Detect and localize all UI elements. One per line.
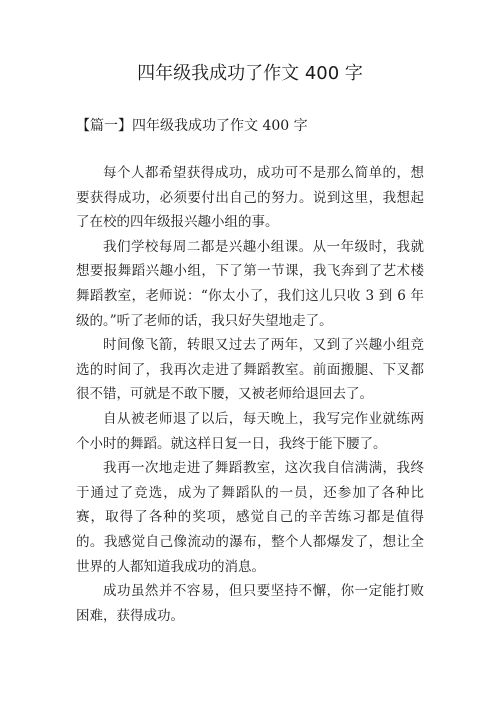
section-heading: 【篇一】四年级我成功了作文 400 字	[76, 118, 308, 134]
paragraph-3: 时间像飞箭，转眼又过去了两年，又到了兴趣小组竞选的时间了，我再次走进了舞蹈教室。前面搬腿、下叉都很不错，可就是不敢下腰，又被老师给退回去了。	[76, 337, 424, 403]
paragraph-4: 自从被老师退了以后，每天晚上，我写完作业就练两个小时的舞蹈。就这样日复一日，我终于能下腰了。	[76, 410, 424, 452]
paragraph-1: 每个人都希望获得成功，成功可不是那么简单的，想要获得成功，必须要付出自己的努力。说到这里，我想起了在校的四年级报兴趣小组的事。	[76, 165, 424, 231]
essay-body	[76, 161, 424, 628]
document-title: 四年级我成功了作文 400 字	[137, 63, 363, 84]
paragraph-5: 我再一次地走进了舞蹈教室，这次我自信满满，我终于通过了竞选，成为了舞蹈队的一员，还参加了各种比赛，取得了各种的奖项，感觉自己的辛苦练习都是值得的。我感觉自己像流动的瀑布，整个人都爆发了，想让全世界的人都知道我成功的消息。	[76, 460, 424, 575]
paragraph-2: 我们学校每周二都是兴趣小组课。从一年级时，我就想要报舞蹈兴趣小组，下了第一节课，我飞奔到了艺术楼舞蹈教室，老师说：“你太小了，我们这儿只收 3 到 6 年级的。”听了老师的话，我只好失望地走了。	[76, 238, 424, 329]
paragraph-6: 成功虽然并不容易，但只要坚持不懈，你一定能打败困难，获得成功。	[76, 583, 424, 624]
